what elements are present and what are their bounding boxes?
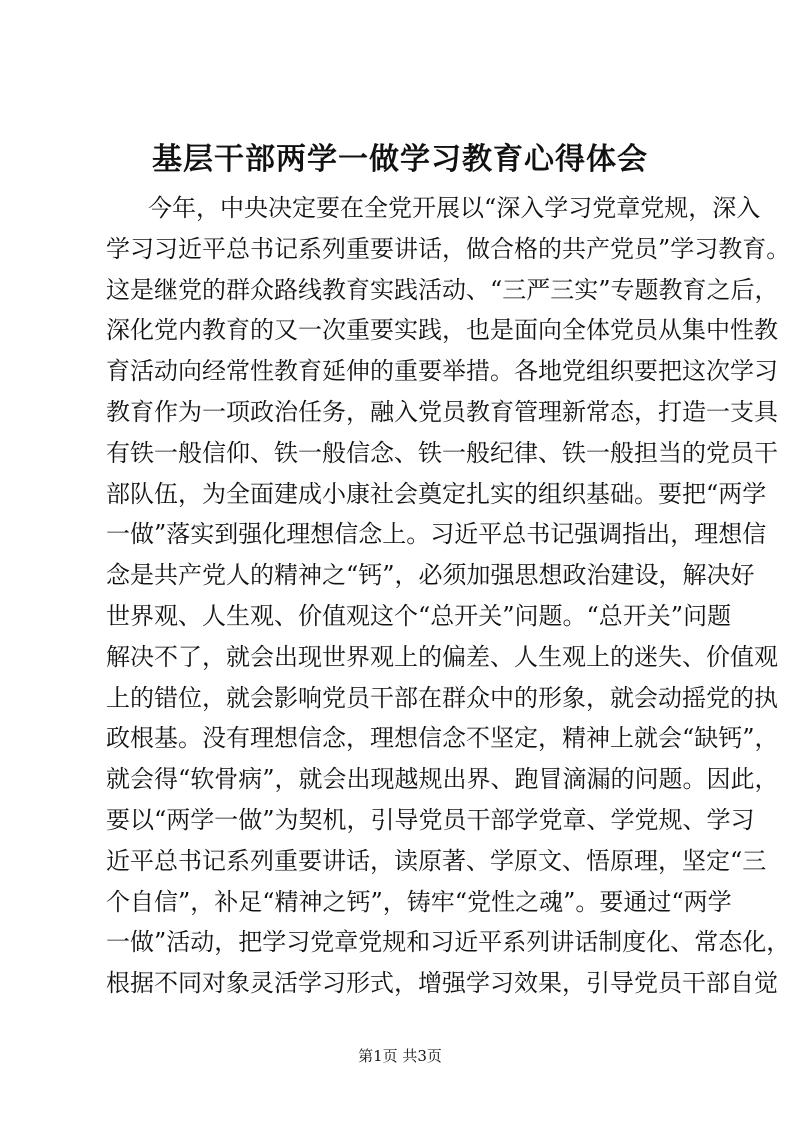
body-line: 念是共产党人的精神之“钙”，必须加强思想政治建设，解决好 (106, 561, 755, 590)
body-line: 有铁一般信仰、铁一般信念、铁一般纪律、铁一般担当的党员干 (106, 438, 778, 467)
body-line: 近平总书记系列重要讲话，读原著、学原文、悟原理，坚定“三 (106, 846, 767, 875)
body-line: 政根基。没有理想信念，理想信念不坚定，精神上就会“缺钙”， (106, 724, 779, 753)
page-footer: 第1页 共3页 (358, 1047, 442, 1065)
body-line: 解决不了，就会出现世界观上的偏差、人生观上的迷失、价值观 (106, 642, 778, 671)
body-line: 今年，中央决定要在全党开展以“深入学习党章党规，深入 (148, 194, 761, 222)
body-line: 就会得“软骨病”，就会出现越规出界、跑冒滴漏的问题。因此， (106, 765, 779, 794)
body-line: 根据不同对象灵活学习形式，增强学习效果，引导党员干部自觉 (106, 969, 778, 998)
body-line: 教育作为一项政治任务，融入党员教育管理新常态，打造一支具 (106, 397, 778, 426)
body-line: 学习习近平总书记系列重要讲话，做合格的共产党员”学习教育。 (106, 234, 791, 263)
body-line: 育活动向经常性教育延伸的重要举措。各地党组织要把这次学习 (106, 357, 778, 386)
body-line: 一做”活动，把学习党章党规和习近平系列讲话制度化、常态化， (106, 928, 791, 957)
body-line: 这是继党的群众路线教育实践活动、“三严三实”专题教育之后， (106, 275, 779, 304)
body-line: 要以“两学一做”为契机，引导党员干部学党章、学党规、学习 (106, 805, 755, 834)
body-line: 部队伍，为全面建成小康社会奠定扎实的组织基础。要把“两学 (106, 479, 767, 508)
body-line: 世界观、人生观、价值观这个“总开关”问题。“总开关”问题 (106, 601, 732, 630)
document-body (106, 188, 791, 1004)
body-line: 深化党内教育的又一次重要实践，也是面向全体党员从集中性教 (106, 316, 778, 345)
body-line: 个自信”，补足“精神之钙”，铸牢“党性之魂”。要通过“两学 (106, 887, 732, 916)
body-line: 一做”落实到强化理想信念上。习近平总书记强调指出，理想信 (106, 520, 767, 549)
document-title: 基层干部两学一做学习教育心得体会 (152, 142, 648, 177)
body-line: 上的错位，就会影响党员干部在群众中的形象，就会动摇党的执 (106, 683, 778, 712)
